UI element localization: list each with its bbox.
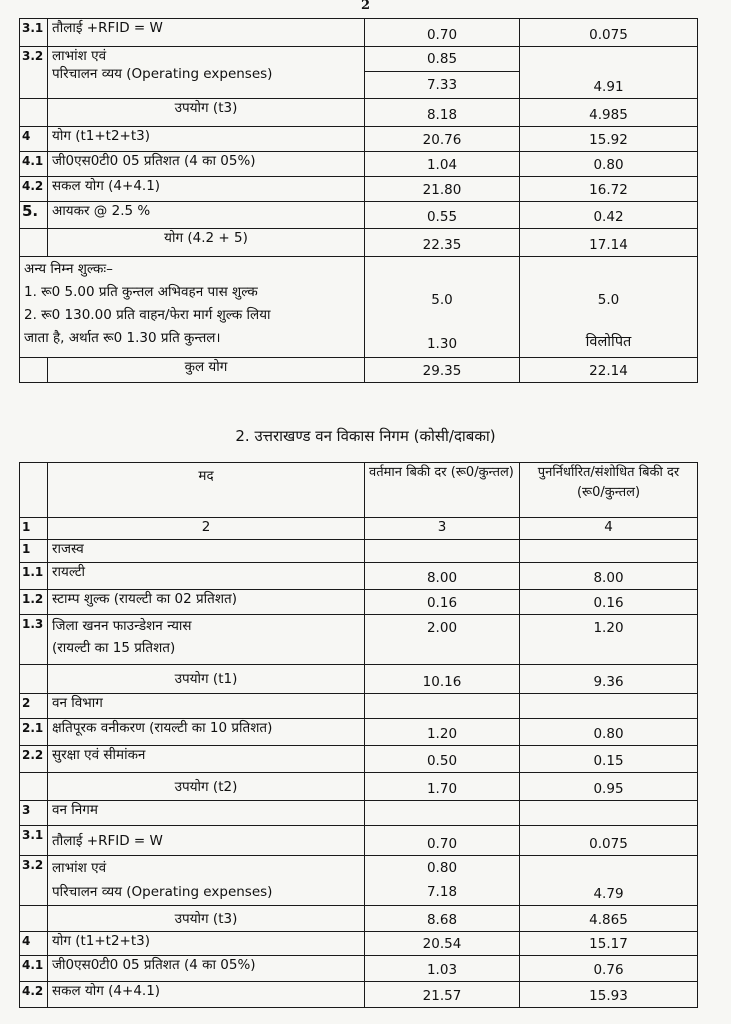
row-number: 4.1 [20,152,48,177]
row-number: 1.1 [20,563,48,590]
header-revised-rate: पुनर्निर्धारित/संशोधित बिकी दर (रू0/कुन्तल) [520,463,698,518]
table-row [20,665,698,694]
current-rate-cell: 29.35 [365,358,520,383]
table-row [20,615,698,665]
row-label: क्षतिपूरक वनीकरण (रायल्टी का 10 प्रतिशत) [48,719,365,746]
row-number: 4.2 [20,177,48,202]
revised-rate-cell: 15.92 [520,127,698,152]
revised-rate-cell: 4.79 [520,856,698,906]
column-number: 3 [365,518,520,540]
revised-rate-cell: 0.075 [520,826,698,856]
revised-rate-cell: 22.14 [520,358,698,383]
table-row [20,99,698,127]
row-number: 2.2 [20,746,48,773]
table-header-row [20,463,698,518]
revised-rate-cell: 0.16 [520,590,698,615]
row-label [48,856,365,906]
revised-rate-cell: 16.72 [520,177,698,202]
row-label: सकल योग (4+4.1) [48,982,365,1008]
current-rate-cell: 0.70 [365,19,520,47]
current-rate-cell: 2.00 [365,615,520,665]
row-number: 1 [20,540,48,563]
table-row [20,257,698,358]
row-label: तौलाई +RFID = W [48,19,365,47]
other-charges-text [20,257,365,358]
column-number-row [20,518,698,540]
table-row [20,856,698,906]
grand-total-label: कुल योग [48,358,365,383]
other-charges-line: 1. रू0 5.00 प्रति कुन्तल अभिवहन पास शुल्क [24,284,258,300]
revised-rate-cell: 4.985 [520,99,698,127]
table-row [20,906,698,932]
row-number: 3.2 [20,856,48,906]
row-number: 1.2 [20,590,48,615]
current-rate-cell: 0.80 [426,860,458,876]
current-rate-cell [365,257,520,358]
row-number: 5. [20,202,48,229]
revised-rate-cell: 8.00 [520,563,698,590]
section-title: 2. उत्तराखण्ड वन विकास निगम (कोसी/दाबका) [235,427,496,445]
table-row [20,719,698,746]
row-label-line: परिचालन व्यय (Operating expenses) [52,884,273,900]
row-label: सकल योग (4+4.1) [48,177,365,202]
current-rate-cell: 0.85 [365,47,519,72]
table-row [20,826,698,856]
revised-rate-cell: 4.91 [520,47,698,99]
column-number: 2 [48,518,365,540]
table-row [20,746,698,773]
rate-table-continued [19,18,698,383]
table-row [20,694,698,719]
current-rate-cell: 1.04 [365,152,520,177]
revised-rate-cell: 0.075 [520,19,698,47]
header-item: मद [48,463,365,518]
row-number: 1.3 [20,615,48,665]
revised-rate-cell: 17.14 [520,229,698,257]
table-row [20,773,698,801]
current-rate-cell: 10.16 [365,665,520,694]
current-rate-split-cell [365,47,520,99]
current-rate-cell [365,694,520,719]
subtotal-label: योग (4.2 + 5) [48,229,365,257]
table-row [20,540,698,563]
row-label: जी0एस0टी0 05 प्रतिशत (4 का 05%) [48,152,365,177]
revised-rate-cell: 0.80 [520,152,698,177]
row-number: 4 [20,932,48,956]
table-row [20,19,698,47]
table-row [20,590,698,615]
table-row [20,801,698,826]
table-row [20,202,698,229]
other-charges-line: 2. रू0 130.00 प्रति वाहन/फेरा मार्ग शुल्क लिया [24,307,271,323]
current-rate-cell: 21.80 [365,177,520,202]
row-number: 4.1 [20,956,48,982]
current-rate-cell: 0.16 [365,590,520,615]
row-label-line: (रायल्टी का 15 प्रतिशत) [52,640,176,656]
current-rate-value: 1.30 [426,336,458,352]
table-row [20,956,698,982]
revised-rate-cell: 9.36 [520,665,698,694]
header-current-rate: वर्तमान बिकी दर (रू0/कुन्तल) [365,463,520,518]
row-label: राजस्व [48,540,365,563]
column-number: 1 [20,518,48,540]
current-rate-cell: 8.00 [365,563,520,590]
subtotal-label: उपयोग (t1) [48,665,365,694]
rate-table-kosi-dabka [19,462,698,1008]
current-rate-cell: 8.18 [365,99,520,127]
current-rate-cell: 7.18 [426,884,458,900]
row-label: सुरक्षा एवं सीमांकन [48,746,365,773]
row-number: 4.2 [20,982,48,1008]
revised-rate-cell [520,257,698,358]
current-rate-cell: 0.70 [365,826,520,856]
row-label: स्टाम्प शुल्क (रायल्टी का 02 प्रतिशत) [48,590,365,615]
table-row [20,982,698,1008]
revised-rate-cell: 4.865 [520,906,698,932]
revised-rate-cell: 1.20 [520,615,698,665]
revised-rate-cell: 0.80 [520,719,698,746]
table-row [20,127,698,152]
revised-rate-cell [520,801,698,826]
row-number: 3 [20,801,48,826]
row-label: योग (t1+t2+t3) [48,127,365,152]
row-number: 3.2 [20,47,48,99]
table-row [20,358,698,383]
row-label: रायल्टी [48,563,365,590]
table-row [20,47,698,99]
table-row [20,932,698,956]
row-label [48,615,365,665]
current-rate-cell [365,801,520,826]
current-rate-cell: 8.68 [365,906,520,932]
revised-rate-cell: 0.15 [520,746,698,773]
other-charges-line: जाता है, अर्थात रू0 1.30 प्रति कुन्तल। [24,330,221,346]
table-row [20,177,698,202]
revised-rate-cell: 0.95 [520,773,698,801]
row-label: वन विभाग [48,694,365,719]
current-rate-cell: 7.33 [426,77,458,93]
row-label [48,47,365,99]
current-rate-cell: 0.55 [365,202,520,229]
subtotal-label: उपयोग (t3) [48,906,365,932]
table-row [20,229,698,257]
row-label: आयकर @ 2.5 % [48,202,365,229]
revised-rate-cell [520,694,698,719]
row-number: 3.1 [20,19,48,47]
row-number: 3.1 [20,826,48,856]
row-label-line: लाभांश एवं [52,48,107,64]
revised-rate-value: 5.0 [597,292,620,308]
column-number: 4 [520,518,698,540]
current-rate-split-cell [365,856,520,906]
current-rate-cell: 20.76 [365,127,520,152]
current-rate-cell: 22.35 [365,229,520,257]
revised-rate-value: विलोपित [585,334,632,350]
current-rate-cell: 21.57 [365,982,520,1008]
revised-rate-cell [520,540,698,563]
current-rate-cell: 0.50 [365,746,520,773]
row-label-line: परिचालन व्यय (Operating expenses) [52,66,273,82]
revised-rate-cell: 15.93 [520,982,698,1008]
current-rate-cell: 20.54 [365,932,520,956]
row-label-line: जिला खनन फाउन्डेशन न्यास [52,618,192,634]
revised-rate-cell: 0.76 [520,956,698,982]
row-label: योग (t1+t2+t3) [48,932,365,956]
table-row [20,563,698,590]
current-rate-cell: 1.70 [365,773,520,801]
revised-rate-cell: 15.17 [520,932,698,956]
row-label: जी0एस0टी0 05 प्रतिशत (4 का 05%) [48,956,365,982]
row-number: 4 [20,127,48,152]
row-number: 2 [20,694,48,719]
subtotal-label: उपयोग (t2) [48,773,365,801]
current-rate-value: 5.0 [431,292,453,308]
table-row [20,152,698,177]
row-number: 2.1 [20,719,48,746]
current-rate-cell: 1.03 [365,956,520,982]
current-rate-cell: 1.20 [365,719,520,746]
current-rate-cell [365,540,520,563]
row-label: वन निगम [48,801,365,826]
row-label: तौलाई +RFID = W [48,826,365,856]
revised-rate-cell: 0.42 [520,202,698,229]
subtotal-label: उपयोग (t3) [48,99,365,127]
page-number: 2 [360,0,371,13]
row-label-line: लाभांश एवं [52,860,107,876]
other-charges-line: अन्य निम्न शुल्कः– [24,261,113,277]
